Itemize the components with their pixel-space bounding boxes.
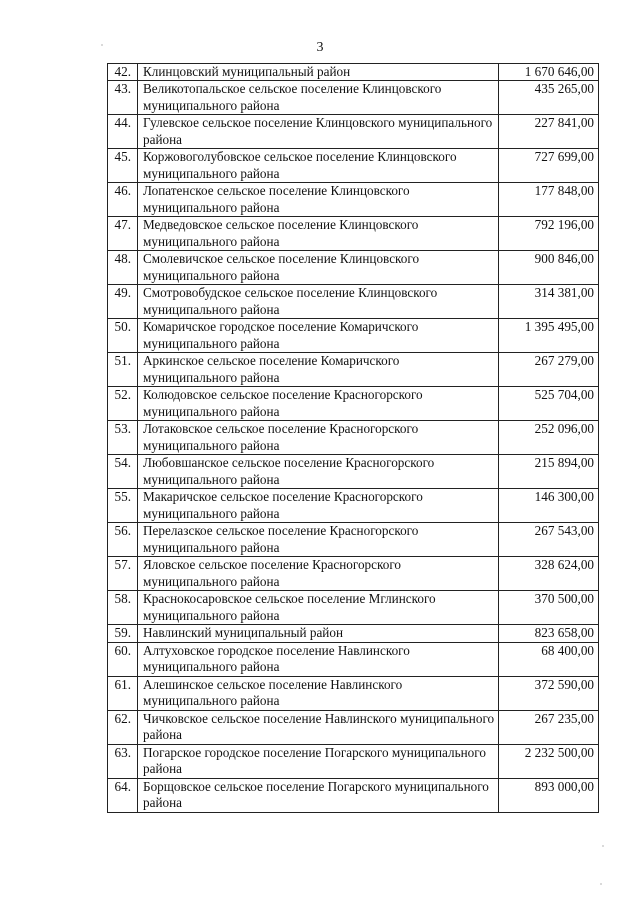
row-entity-name: Аркинское сельское поселение Комаричского муниципального района	[138, 353, 499, 387]
table-row	[108, 676, 599, 710]
table-row	[108, 217, 599, 251]
row-number: 42.	[108, 64, 138, 81]
row-amount: 370 500,00	[499, 591, 599, 625]
table-row	[108, 489, 599, 523]
row-entity-name: Алтуховское городское поселение Навлинского муниципального района	[138, 642, 499, 676]
row-amount: 146 300,00	[499, 489, 599, 523]
row-entity-name: Гулевское сельское поселение Клинцовского муниципального района	[138, 115, 499, 149]
table-row	[108, 642, 599, 676]
row-number: 51.	[108, 353, 138, 387]
table-row	[108, 421, 599, 455]
table-row	[108, 744, 599, 778]
row-amount: 328 624,00	[499, 557, 599, 591]
row-entity-name: Погарское городское поселение Погарского муниципального района	[138, 744, 499, 778]
row-entity-name: Любовшанское сельское поселение Красногорского муниципального района	[138, 455, 499, 489]
row-amount: 435 265,00	[499, 81, 599, 115]
row-number: 63.	[108, 744, 138, 778]
row-entity-name: Смолевичское сельское поселение Клинцовского муниципального района	[138, 251, 499, 285]
row-entity-name: Клинцовский муниципальный район	[138, 64, 499, 81]
row-amount: 227 841,00	[499, 115, 599, 149]
table-row	[108, 251, 599, 285]
row-number: 53.	[108, 421, 138, 455]
row-number: 49.	[108, 285, 138, 319]
table-row	[108, 149, 599, 183]
scan-speck	[600, 883, 602, 885]
row-amount: 525 704,00	[499, 387, 599, 421]
row-amount: 267 279,00	[499, 353, 599, 387]
row-amount: 823 658,00	[499, 625, 599, 642]
table-row	[108, 353, 599, 387]
row-amount: 267 235,00	[499, 710, 599, 744]
row-entity-name: Яловское сельское поселение Красногорского муниципального района	[138, 557, 499, 591]
row-entity-name: Лопатенское сельское поселение Клинцовского муниципального района	[138, 183, 499, 217]
row-number: 57.	[108, 557, 138, 591]
row-number: 55.	[108, 489, 138, 523]
row-entity-name: Борщовское сельское поселение Погарского муниципального района	[138, 778, 499, 812]
row-number: 52.	[108, 387, 138, 421]
scan-speck	[602, 845, 604, 847]
table-row	[108, 625, 599, 642]
row-amount: 177 848,00	[499, 183, 599, 217]
row-amount: 314 381,00	[499, 285, 599, 319]
row-number: 43.	[108, 81, 138, 115]
row-entity-name: Колюдовское сельское поселение Красногорского муниципального района	[138, 387, 499, 421]
row-number: 47.	[108, 217, 138, 251]
table-row	[108, 285, 599, 319]
row-amount: 1 670 646,00	[499, 64, 599, 81]
row-number: 54.	[108, 455, 138, 489]
row-entity-name: Чичковское сельское поселение Навлинского муниципального района	[138, 710, 499, 744]
table-row	[108, 778, 599, 812]
row-entity-name: Макаричское сельское поселение Красногорского муниципального района	[138, 489, 499, 523]
table-row	[108, 115, 599, 149]
row-number: 45.	[108, 149, 138, 183]
row-number: 48.	[108, 251, 138, 285]
row-entity-name: Великотопальское сельское поселение Клинцовского муниципального района	[138, 81, 499, 115]
row-amount: 727 699,00	[499, 149, 599, 183]
row-entity-name: Смотровобудское сельское поселение Клинцовского муниципального района	[138, 285, 499, 319]
allocation-table	[107, 63, 599, 813]
table-row	[108, 523, 599, 557]
page-number: 3	[316, 40, 324, 55]
row-number: 59.	[108, 625, 138, 642]
table-row	[108, 387, 599, 421]
table-row	[108, 591, 599, 625]
row-amount: 267 543,00	[499, 523, 599, 557]
table-row	[108, 557, 599, 591]
row-number: 62.	[108, 710, 138, 744]
table-row	[108, 455, 599, 489]
row-number: 50.	[108, 319, 138, 353]
row-entity-name: Алешинское сельское поселение Навлинского муниципального района	[138, 676, 499, 710]
table-row	[108, 710, 599, 744]
row-entity-name: Комаричское городское поселение Комаричского муниципального района	[138, 319, 499, 353]
row-amount: 792 196,00	[499, 217, 599, 251]
scan-speck	[101, 44, 103, 46]
row-number: 46.	[108, 183, 138, 217]
row-amount: 372 590,00	[499, 676, 599, 710]
row-number: 56.	[108, 523, 138, 557]
row-entity-name: Лотаковское сельское поселение Красногорского муниципального района	[138, 421, 499, 455]
table-row	[108, 183, 599, 217]
row-entity-name: Коржовоголубовское сельское поселение Клинцовского муниципального района	[138, 149, 499, 183]
row-amount: 1 395 495,00	[499, 319, 599, 353]
row-number: 64.	[108, 778, 138, 812]
table-row	[108, 81, 599, 115]
row-amount: 893 000,00	[499, 778, 599, 812]
row-number: 44.	[108, 115, 138, 149]
row-number: 58.	[108, 591, 138, 625]
row-amount: 252 096,00	[499, 421, 599, 455]
table-row	[108, 64, 599, 81]
row-amount: 215 894,00	[499, 455, 599, 489]
row-entity-name: Навлинский муниципальный район	[138, 625, 499, 642]
row-number: 61.	[108, 676, 138, 710]
table-row	[108, 319, 599, 353]
row-amount: 2 232 500,00	[499, 744, 599, 778]
row-amount: 900 846,00	[499, 251, 599, 285]
row-entity-name: Краснокосаровское сельское поселение Мглинского муниципального района	[138, 591, 499, 625]
row-number: 60.	[108, 642, 138, 676]
row-amount: 68 400,00	[499, 642, 599, 676]
row-entity-name: Перелазское сельское поселение Красногорского муниципального района	[138, 523, 499, 557]
row-entity-name: Медведовское сельское поселение Клинцовского муниципального района	[138, 217, 499, 251]
